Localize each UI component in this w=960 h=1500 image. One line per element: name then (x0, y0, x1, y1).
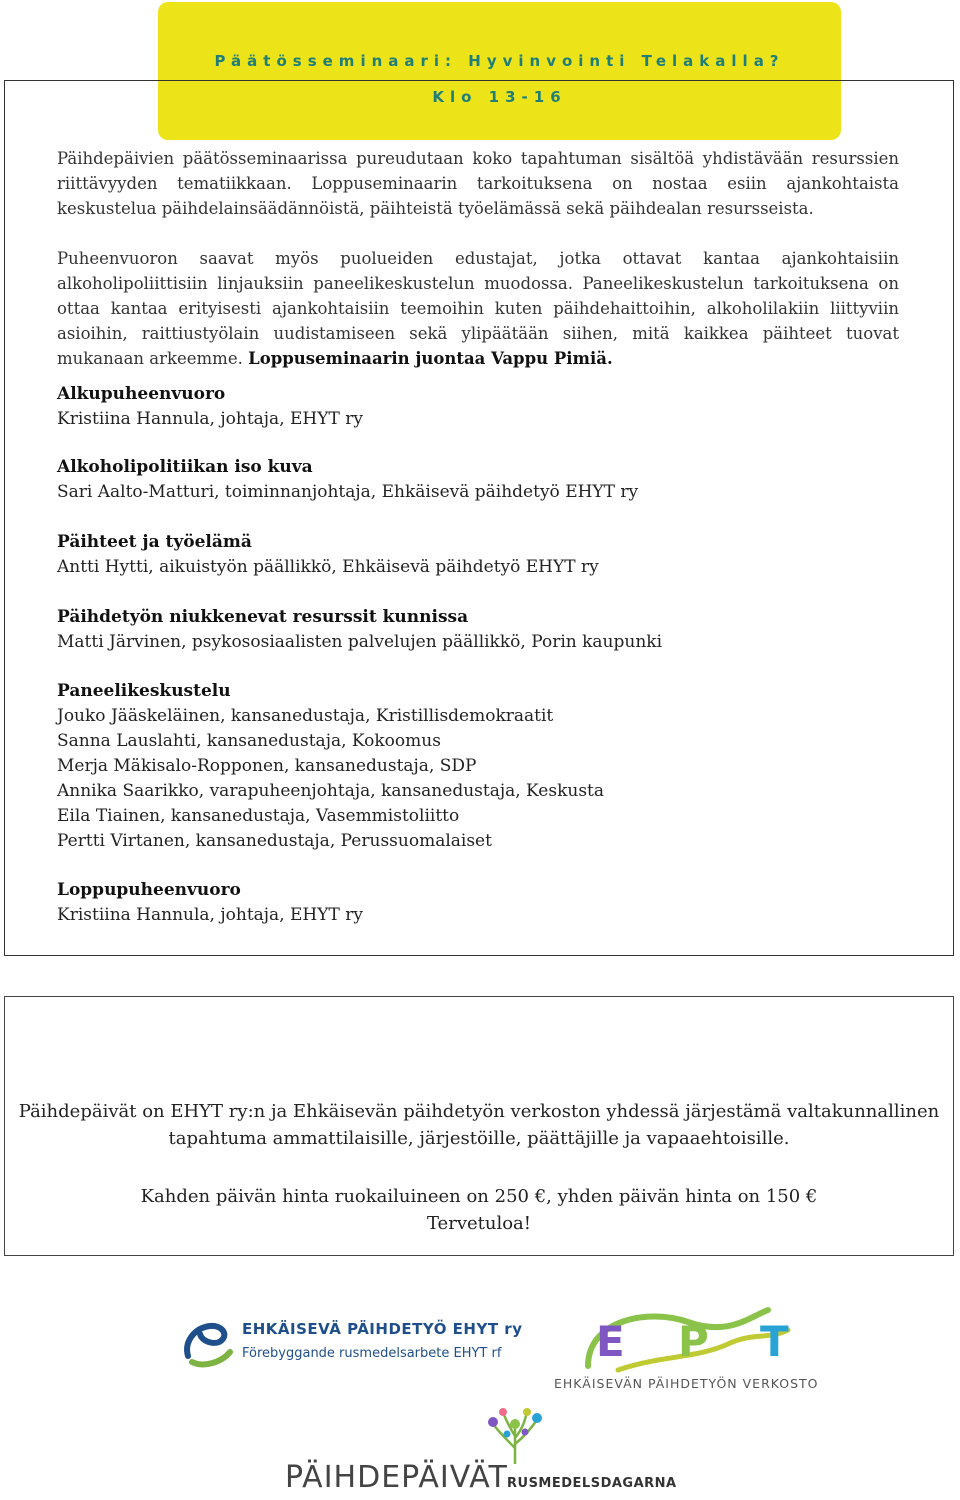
banner-time: Klo 13-16 (432, 88, 567, 106)
ehyt-emblem-icon (178, 1312, 238, 1372)
event-description-line-2: tapahtuma ammattilaisille, järjestöille, päättäjille ja vapaaehtoisille. (168, 1128, 790, 1149)
paihdepaivat-wordmark: PÄIHDEPÄIVÄT (285, 1460, 508, 1495)
banner-title: Päätösseminaari: Hyvinvointi Telakalla? (214, 52, 785, 70)
program-item (57, 878, 917, 928)
program-heading: Loppupuheenvuoro (57, 880, 241, 900)
price-text: Kahden päivän hinta ruokailuineen on 250 €, yhden päivän hinta on 150 € (140, 1186, 818, 1207)
paihdepaivat-logo (285, 1408, 685, 1500)
panelist-line: Annika Saarikko, varapuheenjohtaja, kansanedustaja, Keskusta (57, 781, 605, 801)
program-item (57, 382, 917, 432)
ept-letter-t: T (760, 1317, 789, 1366)
program-item (57, 605, 917, 655)
program-heading: Päihdetyön niukkenevat resurssit kunnissa (57, 607, 469, 627)
ept-letter-p: P (678, 1317, 709, 1366)
ept-emblem-icon (548, 1300, 838, 1376)
program-heading: Alkoholipolitiikan iso kuva (57, 457, 313, 477)
panelist-line: Eila Tiainen, kansanedustaja, Vasemmistoliitto (57, 806, 460, 826)
intro-paragraph-1: Päihdepäivien päätösseminaarissa pureudutaan koko tapahtuman sisältöä yhdistävään resurssien riittävyyden tematiikkaan. Loppuseminaarin tarkoituksena on nostaa esiin ajankohtaista keskustelua päihdelainsäädännöistä, päihteistä työelämässä sekä päihdealan resursseista. (57, 149, 899, 218)
ehyt-logo-line-1: EHKÄISEVÄ PÄIHDETYÖ EHYT ry (242, 1320, 523, 1338)
price-info (0, 1183, 958, 1237)
intro-paragraph-2 (57, 246, 899, 371)
ehyt-logo-line-2: Förebyggande rusmedelsarbete EHYT rf (242, 1346, 502, 1361)
speaker-line: Kristiina Hannula, johtaja, EHYT ry (57, 409, 363, 429)
program-item (57, 530, 917, 580)
panelist-line: Pertti Virtanen, kansanedustaja, Perussuomalaiset (57, 831, 492, 851)
event-description (0, 1098, 958, 1152)
host-note: Loppuseminaarin juontaa Vappu Pimiä. (248, 349, 613, 368)
ept-logo (548, 1300, 838, 1400)
panelist-line: Sanna Lauslahti, kansanedustaja, Kokoomus (57, 731, 441, 751)
program-heading: Alkupuheenvuoro (57, 384, 226, 404)
program-item (57, 455, 917, 505)
event-description-line-1: Päihdepäivät on EHYT ry:n ja Ehkäisevän päihdetyön verkoston yhdessä järjestämä valtakunnallinen (18, 1101, 940, 1122)
speaker-line: Kristiina Hannula, johtaja, EHYT ry (57, 905, 363, 925)
paihdepaivat-tree-icon (285, 1408, 685, 1464)
ehyt-logo (178, 1312, 523, 1372)
ept-letter-e: E (596, 1317, 625, 1366)
speaker-line: Antti Hytti, aikuistyön päällikkö, Ehkäisevä päihdetyö EHYT ry (57, 557, 599, 577)
program-heading: Päihteet ja työelämä (57, 532, 252, 552)
rusmedelsdagarna-wordmark: RUSMEDELSDAGARNA (507, 1476, 677, 1491)
welcome-text: Tervetuloa! (426, 1213, 532, 1234)
panelist-line: Merja Mäkisalo-Ropponen, kansanedustaja, SDP (57, 756, 477, 776)
speaker-line: Matti Järvinen, psykososiaalisten palvelujen päällikkö, Porin kaupunki (57, 632, 663, 652)
speaker-line: Sari Aalto-Matturi, toiminnanjohtaja, Ehkäisevä päihdetyö EHYT ry (57, 482, 639, 502)
ept-logo-subtitle: EHKÄISEVÄN PÄIHDETYÖN VERKOSTO (554, 1376, 819, 1391)
panelist-line: Jouko Jääskeläinen, kansanedustaja, Kristillisdemokraatit (57, 706, 554, 726)
intro-paragraph-2-text: Puheenvuoron saavat myös puolueiden edustajat, jotka ottavat kantaa ajankohtaisiin alkoholipoliittisiin linjauksiin paneelikeskustelun muodossa. Paneelikeskustelun tarkoituksena on ottaa kantaa erityisesti ajankohtaisiin teemoihin kuten päihdehaittoihin, alkoholilakiin liittyviin asioihin, raittiustyölain uudistamiseen sekä ylipäätään siihen, mitä kaikkea päihteet tuovat mukanaan arkeemme. (57, 249, 899, 368)
program-heading: Paneelikeskustelu (57, 681, 231, 701)
program-item (57, 679, 917, 854)
